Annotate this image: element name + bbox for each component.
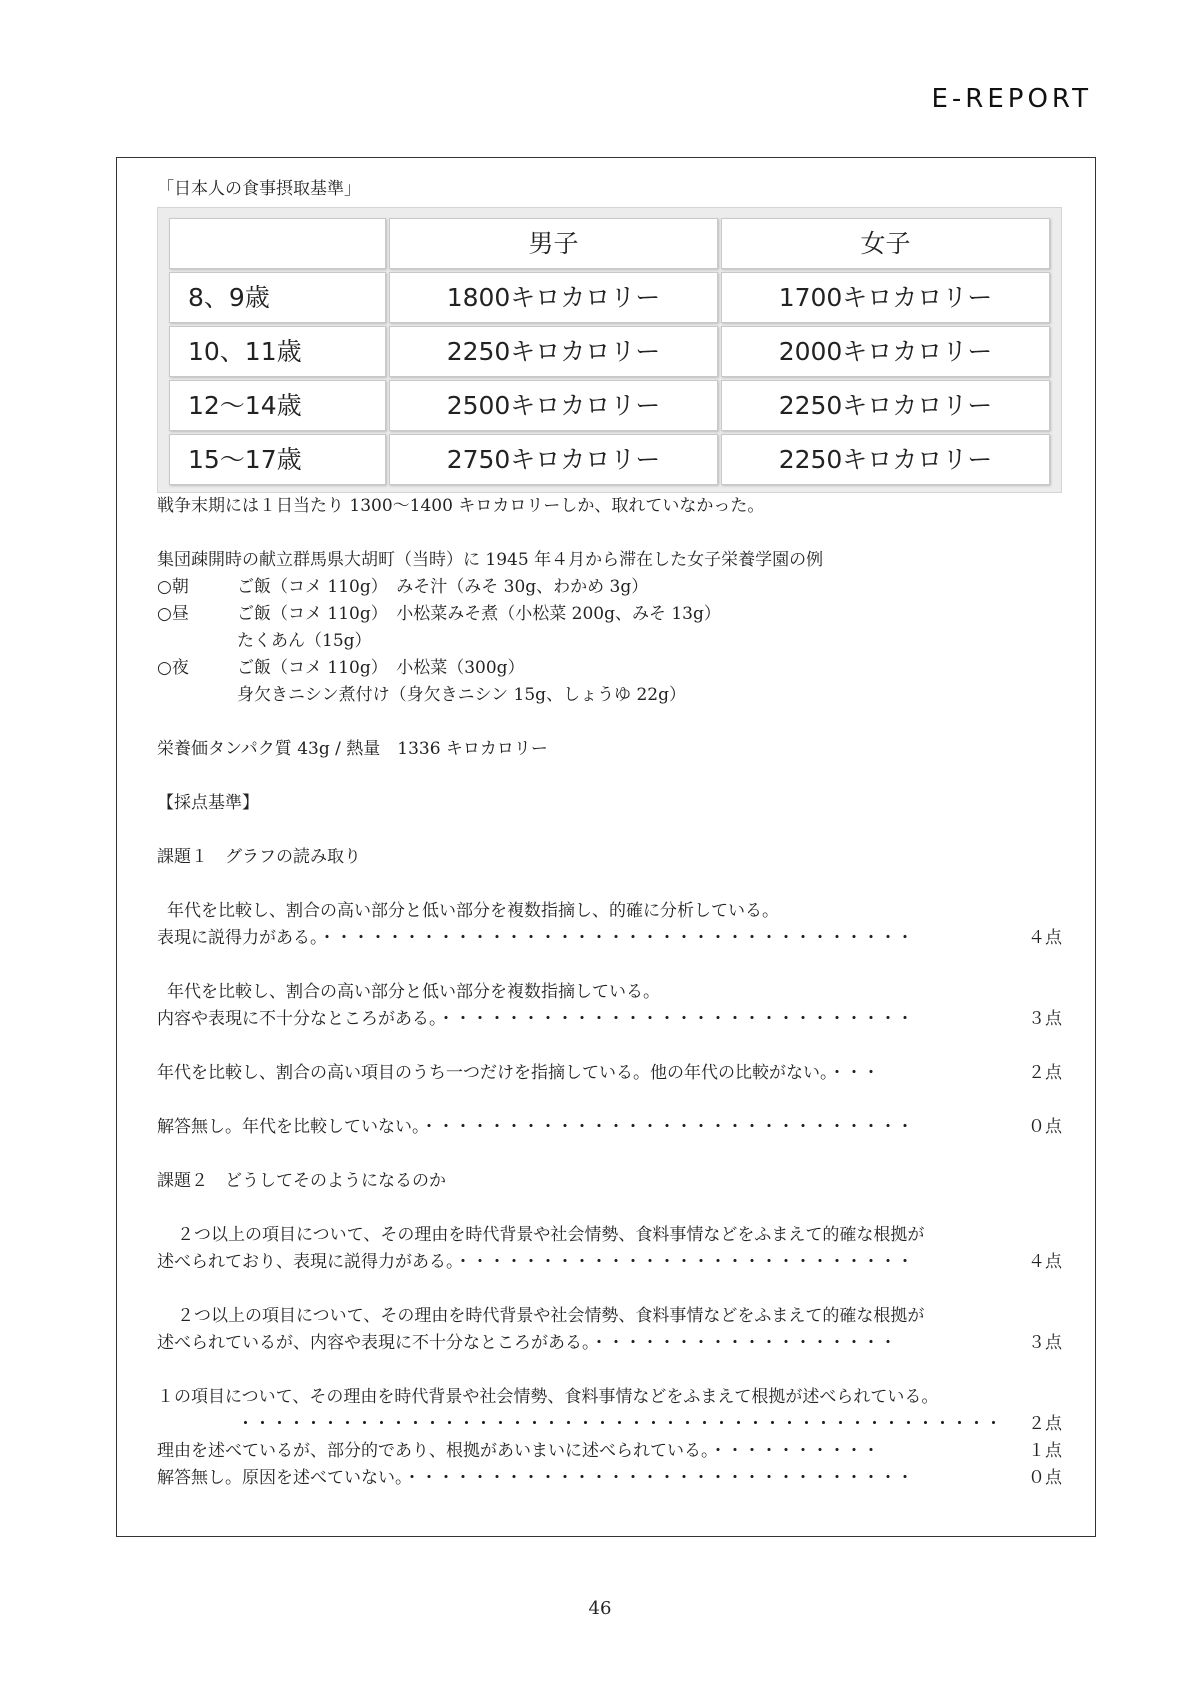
criterion-score-line [157, 1438, 1062, 1465]
score: ４点 [1028, 1252, 1062, 1272]
male-kcal-cell: 1800キロカロリー [389, 272, 718, 323]
table-row [169, 272, 1050, 323]
content-frame [116, 157, 1096, 1537]
score: ２点 [1028, 1414, 1062, 1434]
table-title: 「日本人の食事摂取基準」 [157, 179, 361, 199]
criterion-line: 年代を比較し、割合の高い部分と低い部分を複数指摘し、的確に分析している。 [167, 901, 779, 921]
male-kcal-cell: 2500キロカロリー [389, 380, 718, 431]
grading-title: 【採点基準】 [157, 793, 259, 813]
criterion-text: 解答無し。原因を述べていない。・・・・・・・・・・・・・・・・・・・・・・・・・・・・・・ [157, 1468, 914, 1488]
age-cell: 8、9歳 [169, 272, 386, 323]
meal-text: ご飯（コメ 110g） 小松菜（300g） [237, 658, 525, 678]
nutrition-value: 栄養価タンパク質 43g / 熱量 1336 キロカロリー [157, 739, 548, 759]
age-cell: 10、11歳 [169, 326, 386, 377]
content-body [157, 176, 1062, 1492]
task1-title: 課題１ グラフの読み取り [157, 847, 361, 867]
meal-label: ○朝 [157, 577, 189, 597]
intake-table [157, 207, 1062, 493]
criterion-text: 表現に説得力がある。・・・・・・・・・・・・・・・・・・・・・・・・・・・・・・・・・・・ [157, 928, 914, 948]
criterion-score-line [157, 1114, 1062, 1141]
score: ０点 [1028, 1117, 1062, 1137]
meal-label: ○昼 [157, 604, 189, 624]
page-number: 46 [588, 1598, 612, 1619]
criterion-text: 内容や表現に不十分なところがある。・・・・・・・・・・・・・・・・・・・・・・・・・・・・ [157, 1009, 914, 1029]
meal-text: ご飯（コメ 110g） みそ汁（みそ 30g、わかめ 3g） [237, 577, 649, 597]
criterion-text: ・・・・・・・・・・・・・・・・・・・・・・・・・・・・・・・・・・・・・・・・・・・・・ [237, 1414, 1002, 1434]
criterion-score-line [157, 1465, 1062, 1492]
example-title: 集団疎開時の献立群馬県大胡町（当時）に 1945 年４月から滞在した女子栄養学園の例 [157, 550, 824, 570]
table-row [169, 434, 1050, 485]
criterion-line: １の項目について、その理由を時代背景や社会情勢、食料事情などをふまえて根拠が述べられている。 [157, 1387, 939, 1407]
meal-noon [157, 601, 1062, 628]
score: ３点 [1028, 1333, 1062, 1353]
criterion-score-line [157, 1006, 1062, 1033]
criterion-text: 理由を述べているが、部分的であり、根拠があいまいに述べられている。・・・・・・・・・・ [157, 1441, 880, 1461]
male-kcal-cell: 2250キロカロリー [389, 326, 718, 377]
female-kcal-cell: 1700キロカロリー [721, 272, 1050, 323]
criterion-score-line [157, 1330, 1062, 1357]
criterion-line: ２つ以上の項目について、その理由を時代背景や社会情勢、食料事情などをふまえて的確な根拠が [177, 1306, 925, 1326]
meal-text: ご飯（コメ 110g） 小松菜みそ煮（小松菜 200g、みそ 13g） [237, 604, 721, 624]
age-cell: 15〜17歳 [169, 434, 386, 485]
score: ２点 [1028, 1063, 1062, 1083]
female-kcal-cell: 2250キロカロリー [721, 380, 1050, 431]
war-note: 戦争末期には１日当たり 1300〜1400 キロカロリーしか、取れていなかった。 [157, 496, 765, 516]
report-brand: E-REPORT [931, 84, 1092, 114]
meal-night [157, 655, 1062, 682]
score: ０点 [1028, 1468, 1062, 1488]
meal-label: ○夜 [157, 658, 189, 678]
age-cell: 12〜14歳 [169, 380, 386, 431]
criterion-score-line [157, 1411, 1062, 1438]
male-kcal-cell: 2750キロカロリー [389, 434, 718, 485]
meal-text-continued: たくあん（15g） [237, 631, 372, 651]
table-row [169, 380, 1050, 431]
table-header-row [169, 218, 1050, 269]
criterion-line: ２つ以上の項目について、その理由を時代背景や社会情勢、食料事情などをふまえて的確な根拠が [177, 1225, 925, 1245]
meal-text-continued: 身欠きニシン煮付け（身欠きニシン 15g、しょうゆ 22g） [237, 685, 686, 705]
meal-morning [157, 574, 1062, 601]
criterion-text: 年代を比較し、割合の高い項目のうち一つだけを指摘している。他の年代の比較がない。・・・ [157, 1063, 880, 1083]
criterion-score-line [157, 1060, 1062, 1087]
task2-title: 課題２ どうしてそのようになるのか [157, 1171, 446, 1191]
score: ４点 [1028, 928, 1062, 948]
criterion-score-line [157, 925, 1062, 952]
female-kcal-cell: 2000キロカロリー [721, 326, 1050, 377]
criterion-score-line [157, 1249, 1062, 1276]
header-cell-female: 女子 [721, 218, 1050, 269]
score: １点 [1028, 1441, 1062, 1461]
header-cell-male: 男子 [389, 218, 718, 269]
table-row [169, 326, 1050, 377]
criterion-text: 述べられているが、内容や表現に不十分なところがある。・・・・・・・・・・・・・・・・・・ [157, 1333, 897, 1353]
criterion-line: 年代を比較し、割合の高い部分と低い部分を複数指摘している。 [167, 982, 660, 1002]
score: ３点 [1028, 1009, 1062, 1029]
criterion-text: 解答無し。年代を比較していない。・・・・・・・・・・・・・・・・・・・・・・・・・・・・・ [157, 1117, 914, 1137]
header-cell-empty [169, 218, 386, 269]
criterion-text: 述べられており、表現に説得力がある。・・・・・・・・・・・・・・・・・・・・・・・・・・・ [157, 1252, 914, 1272]
female-kcal-cell: 2250キロカロリー [721, 434, 1050, 485]
